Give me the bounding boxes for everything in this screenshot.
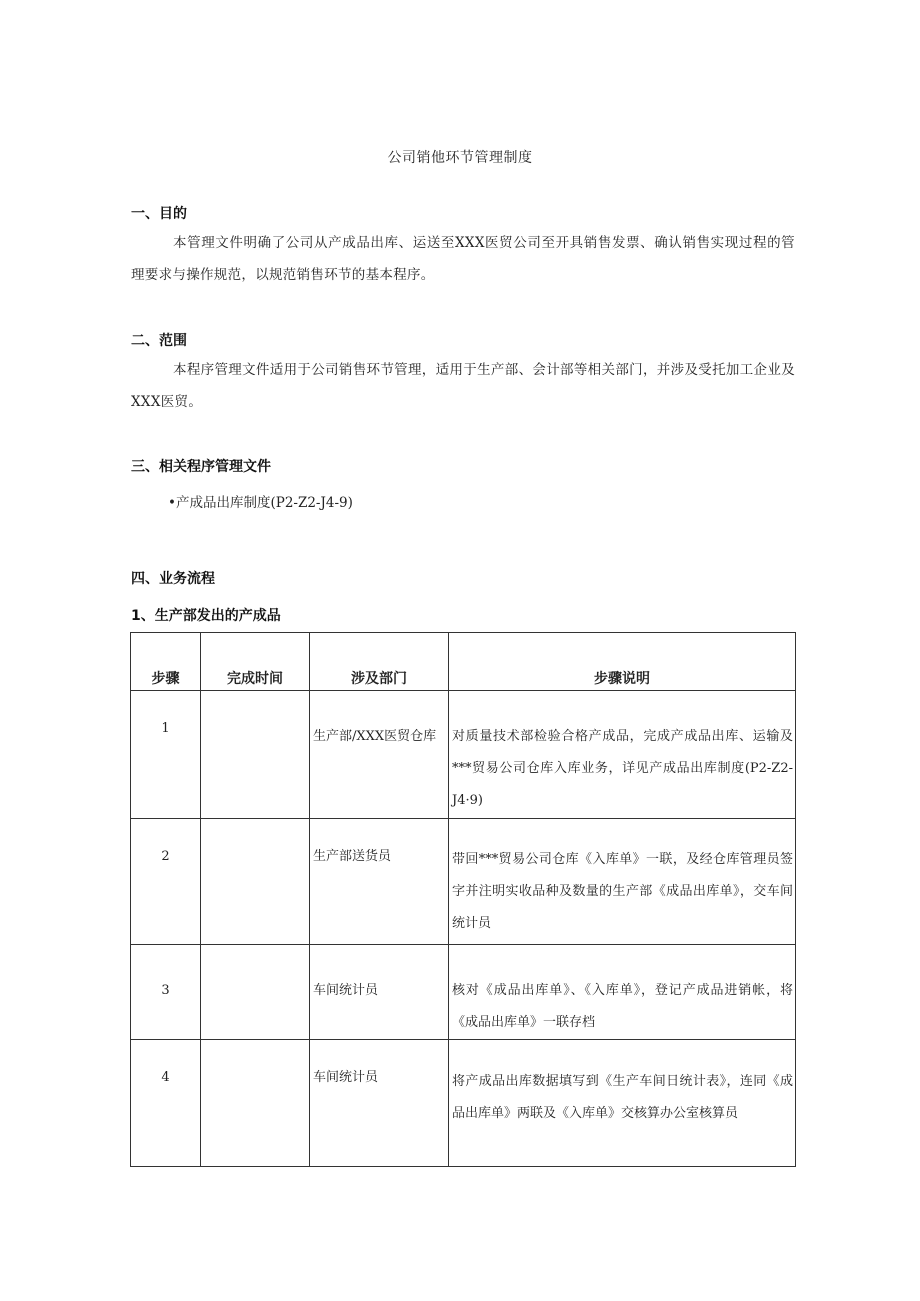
cell-step: 4 xyxy=(131,1040,201,1167)
table-header-row xyxy=(131,633,796,691)
section-text-purpose: 本管理文件明确了公司从产成品出库、运送至XXX医贸公司至开具销售发票、确认销售实现过程的管理要求与操作规范，以规范销售环节的基本程序。 xyxy=(131,235,795,283)
cell-dept: 车间统计员 xyxy=(310,1040,449,1167)
cell-dept: 生产部送货员 xyxy=(310,819,449,945)
table-row xyxy=(131,819,796,945)
table-row xyxy=(131,691,796,819)
header-desc: 步骤说明 xyxy=(449,633,796,691)
cell-desc: 带回***贸易公司仓库《入库单》一联，及经仓库管理员签字并注明实收品种及数量的生产部《成品出库单》，交车间统计员 xyxy=(449,819,796,945)
cell-desc: 核对《成品出库单》、《入库单》，登记产成品进销帐，将《成品出库单》一联存档 xyxy=(449,945,796,1040)
header-time: 完成时间 xyxy=(201,633,310,691)
table-row xyxy=(131,1040,796,1167)
header-step: 步骤 xyxy=(131,633,201,691)
section-heading-purpose: 一、目的 xyxy=(131,206,187,222)
cell-time xyxy=(201,1040,310,1167)
table-row xyxy=(131,945,796,1040)
section-heading-related-docs: 三、相关程序管理文件 xyxy=(131,459,271,475)
subsection-heading: 1、生产部发出的产成品 xyxy=(131,608,281,624)
section-text-scope: 本程序管理文件适用于公司销售环节管理，适用于生产部、会计部等相关部门，并涉及受托加工企业及XXX医贸。 xyxy=(131,362,795,410)
cell-dept: 生产部/XXX医贸仓库 xyxy=(310,691,449,819)
cell-step: 3 xyxy=(131,945,201,1040)
cell-step: 1 xyxy=(131,691,201,819)
header-dept: 涉及部门 xyxy=(310,633,449,691)
cell-desc: 对质量技术部检验合格产成品，完成产成品出库、运输及***贸易公司仓库入库业务，详见产成品出库制度(P2-Z2-J4·9) xyxy=(449,691,796,819)
cell-desc: 将产成品出库数据填写到《生产车间日统计表》，连同《成品出库单》两联及《入库单》交核算办公室核算员 xyxy=(449,1040,796,1167)
process-table xyxy=(130,632,796,1167)
cell-time xyxy=(201,945,310,1040)
cell-step: 2 xyxy=(131,819,201,945)
section-heading-process: 四、业务流程 xyxy=(131,571,215,587)
related-doc-item: •产成品出库制度(P2-Z2-J4-9) xyxy=(168,495,353,511)
cell-time xyxy=(201,691,310,819)
page-title: 公司销他环节管理制度 xyxy=(387,150,533,166)
section-heading-scope: 二、范围 xyxy=(131,333,187,349)
cell-time xyxy=(201,819,310,945)
cell-dept: 车间统计员 xyxy=(310,945,449,1040)
